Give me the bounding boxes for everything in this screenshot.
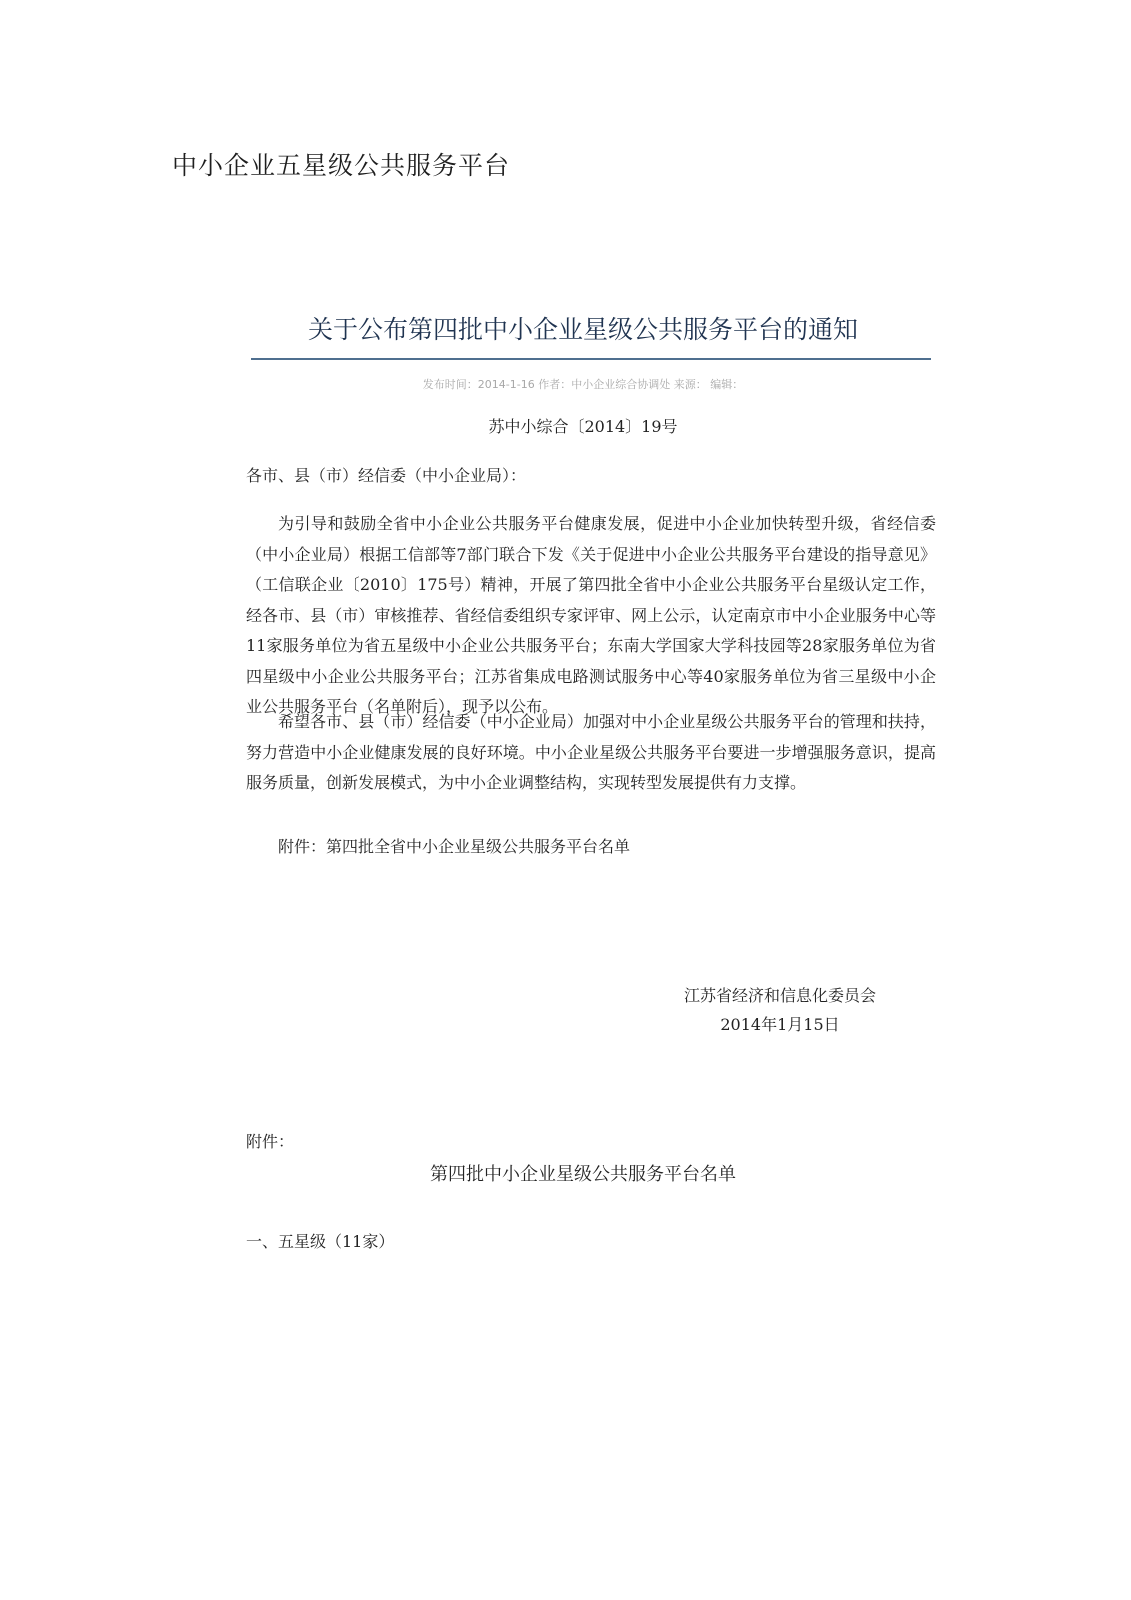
signature-date: 2014年1月15日 <box>720 1015 840 1034</box>
salutation: 各市、县（市）经信委（中小企业局）： <box>246 466 527 485</box>
attachment-label: 附件： <box>246 1132 295 1151</box>
signature-block <box>660 981 900 1039</box>
title-divider <box>251 358 931 360</box>
signature-org: 江苏省经济和信息化委员会 <box>683 986 876 1005</box>
body-paragraph: 为引导和鼓励全省中小企业公共服务平台健康发展，促进中小企业加快转型升级，省经信委（中小企业局）根据工信部等7部门联合下发《关于促进中小企业公共服务平台建设的指导意见》（工信联企业〔2010〕175号）精神，开展了第四批全省中小企业公共服务平台星级认定工作，经各市、县（市）审核推荐、省经信委组织专家评审、网上公示，认定南京市中小企业服务中心等11家服务单位为省五星级中小企业公共服务平台；东南大学国家大学科技园等28家服务单位为省四星级中小企业公共服务平台；江苏省集成电路测试服务中心等40家服务单位为省三星级中小企业公共服务平台（名单附后），现予以公布。 <box>246 514 936 716</box>
section-heading: 一、五星级（11家） <box>246 1232 395 1251</box>
attachment-list-title: 第四批中小企业星级公共服务平台名单 <box>430 1164 736 1185</box>
publish-meta: 发布时间：2014-1-16 作者：中小企业综合协调处 来源： 编辑： <box>422 378 744 391</box>
document-number: 苏中小综合〔2014〕19号 <box>488 417 678 436</box>
page-title: 中小企业五星级公共服务平台 <box>172 151 511 180</box>
notice-title: 关于公布第四批中小企业星级公共服务平台的通知 <box>307 315 858 344</box>
body-paragraph: 希望各市、县（市）经信委（中小企业局）加强对中小企业星级公共服务平台的管理和扶持，努力营造中小企业健康发展的良好环境。中小企业星级公共服务平台要进一步增强服务意识，提高服务质量，创新发展模式，为中小企业调整结构，实现转型发展提供有力支撑。 <box>246 712 936 792</box>
attachment-note: 附件：第四批全省中小企业星级公共服务平台名单 <box>278 837 631 856</box>
